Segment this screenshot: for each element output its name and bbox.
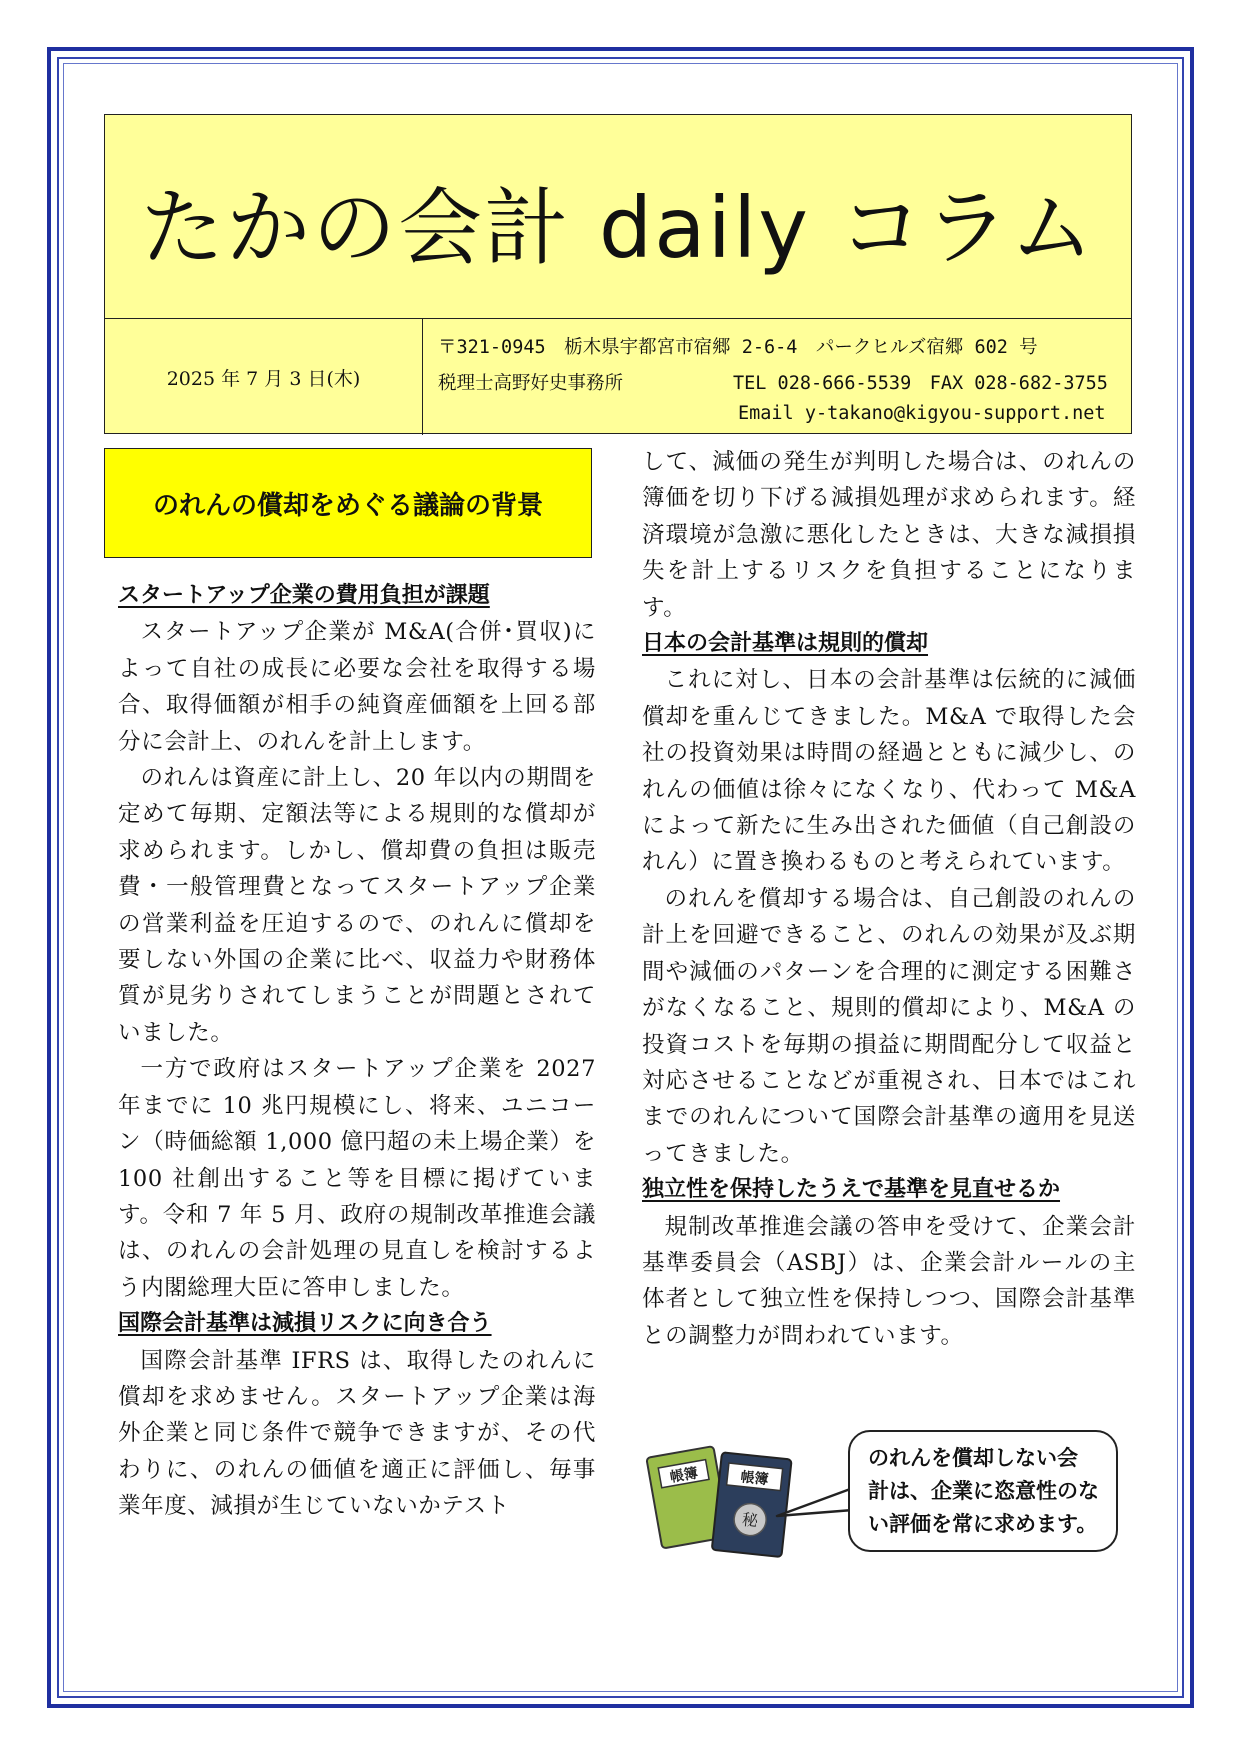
- office-email: Email y-takano@kigyou-support.net: [738, 403, 1106, 424]
- paragraph: スタートアップ企業が M&A(合併･買収)によって自社の成長に必要な会社を取得する場合、取得価額が相手の純資産価額を上回る部分に会計上、のれんを計上します。: [118, 619, 596, 755]
- bubble-line: のれんを償却しない会: [868, 1446, 1078, 1470]
- office-tel-fax: TEL 028-666-5539 FAX 028-682-3755: [733, 373, 1108, 394]
- left-column: [118, 578, 596, 1525]
- paragraph: のれんを償却する場合は、自己創設のれんの計上を回避できること、のれんの効果が及ぶ期間や減価のパターンを合理的に測定する困難さがなくなること、規則的償却により、M&A の投資コストを毎期の損益に期間配分して収益と対応させることなどが重視され、日本ではこれまでのれんについて国際会計基準の適用を見送ってきました。: [642, 885, 1136, 1167]
- paragraph: のれんは資産に計上し、20 年以内の期間を定めて毎期、定額法等による規則的な償却が求められます。しかし、償却費の負担は販売費・一般管理費となってスタートアップ企業の営業利益を圧迫するので、のれんに償却を要しない外国の企業に比べ、収益力や財務体質が見劣りされてしまうことが問題とされていました。: [118, 765, 596, 1046]
- issue-date: 2025 年 7 月 3 日(木): [105, 319, 423, 435]
- masthead: [104, 114, 1132, 434]
- masthead-title: たかの会計 daily コラム: [105, 115, 1131, 319]
- speech-bubble: [848, 1430, 1118, 1552]
- paragraph: 一方で政府はスタートアップ企業を 2027 年までに 10 兆円規模にし、将来、ユニコーン（時価総額 1,000 億円超の未上場企業）を 100 社創出すること等を目標に掲げています。令和 7 年 5 月、政府の規制改革推進会議は、のれんの会計処理の見直しを検討するよう内閣総理大臣に答申しました。: [118, 1056, 596, 1301]
- paragraph: これに対し、日本の会計基準は伝統的に減価償却を重んじてきました。M&A で取得した会社の投資効果は時間の経過とともに減少し、のれんの価値は徐々になくなり、代わって M&A によって新たに生み出された価値（自己創設のれん）に置き換わるものと考えられています。: [642, 667, 1136, 876]
- paragraph-continued: して、減価の発生が判明した場合は、のれんの簿価を切り下げる減損処理が求められます。経済環境が急激に悪化したときは、大きな減損損失を計上するリスクを負担することになります。: [642, 449, 1136, 621]
- office-name: 税理士高野好史事務所: [438, 373, 624, 394]
- bubble-line: い評価を常に求めます。: [868, 1512, 1098, 1536]
- topic-heading: のれんの償却をめぐる議論の背景: [104, 448, 592, 558]
- office-address: 〒321-0945 栃木県宇都宮市宿郷 2-6-4 パークヒルズ宿郷 602 号: [438, 337, 1038, 358]
- book2-label: 帳簿: [739, 1469, 770, 1489]
- section-heading: 独立性を保持したうえで基準を見直せるか: [642, 1177, 1061, 1203]
- section-heading: 日本の会計基準は規則的償却: [642, 631, 929, 657]
- section-heading: 国際会計基準は減損リスクに向き合う: [118, 1311, 492, 1337]
- speech-bubble-tail: [775, 1480, 855, 1530]
- office-name-line: [438, 369, 1108, 395]
- secret-seal: 秘: [741, 1509, 760, 1531]
- section-heading: スタートアップ企業の費用負担が課題: [118, 583, 490, 608]
- bubble-line: 計は、企業に恣意性のな: [868, 1479, 1099, 1503]
- office-info: [423, 319, 1133, 435]
- book1-label: 帳簿: [668, 1465, 700, 1486]
- right-column: [642, 444, 1136, 1354]
- paragraph: 国際会計基準 IFRS は、取得したのれんに償却を求めません。スタートアップ企業は海外企業と同じ条件で競争できますが、その代わりに、のれんの価値を適正に評価し、毎事業年度、減損が生じていないかテスト: [118, 1347, 596, 1520]
- paragraph: 規制改革推進会議の答申を受けて、企業会計基準委員会（ASBJ）は、企業会計ルールの主体者として独立性を保持しつつ、国際会計基準との調整力が問われています。: [642, 1213, 1136, 1349]
